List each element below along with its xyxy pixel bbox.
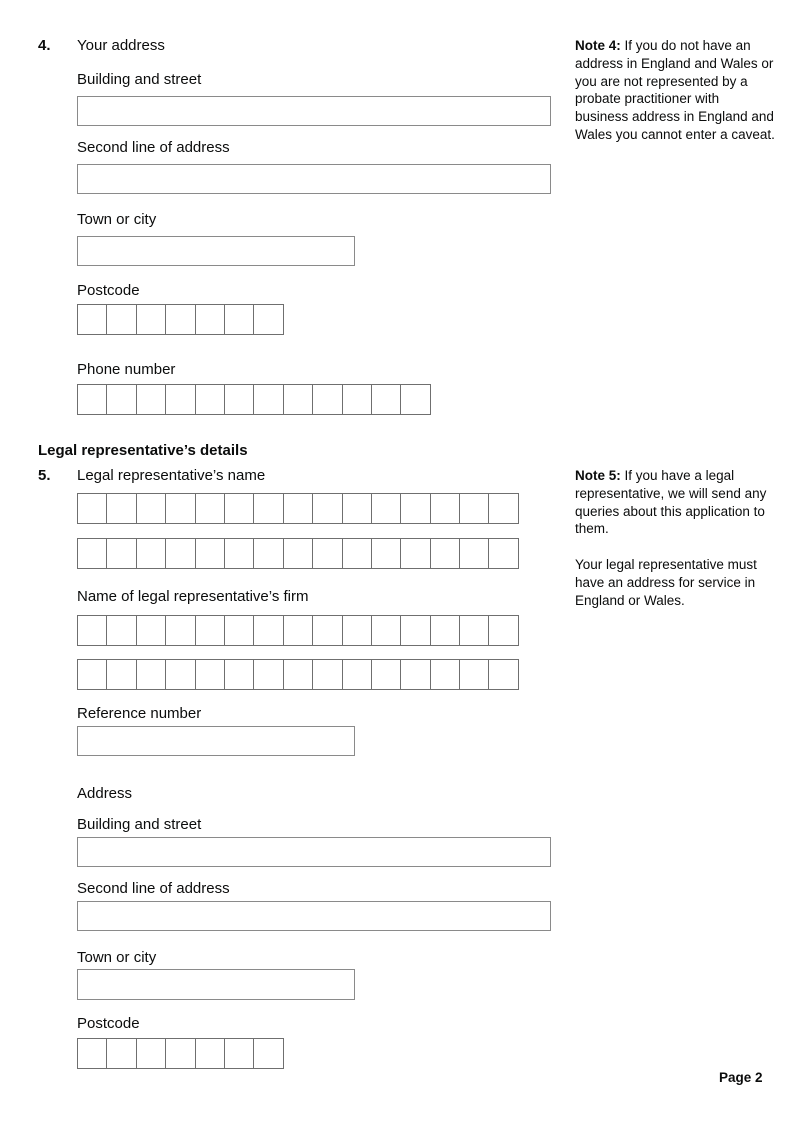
name-cell[interactable] xyxy=(106,538,136,569)
name-cell[interactable] xyxy=(342,538,372,569)
rep-postcode-boxes[interactable] xyxy=(77,1038,284,1069)
name-cell[interactable] xyxy=(488,538,518,569)
firm-cell[interactable] xyxy=(342,659,372,690)
name-cell[interactable] xyxy=(459,538,489,569)
postcode-cell[interactable] xyxy=(106,1038,136,1069)
firm-cell[interactable] xyxy=(253,615,283,646)
postcode-cell[interactable] xyxy=(224,1038,254,1069)
name-cell[interactable] xyxy=(488,493,518,524)
postcode-cell[interactable] xyxy=(195,1038,225,1069)
name-cell[interactable] xyxy=(224,493,254,524)
name-cell[interactable] xyxy=(459,493,489,524)
firm-cell[interactable] xyxy=(224,615,254,646)
firm-name-label: Name of legal representative’s firm xyxy=(77,588,309,605)
name-cell[interactable] xyxy=(224,538,254,569)
name-cell[interactable] xyxy=(283,493,313,524)
name-cell[interactable] xyxy=(253,493,283,524)
firm-cell[interactable] xyxy=(77,659,107,690)
note-4-title: Note 4: xyxy=(575,38,621,53)
reference-number-label: Reference number xyxy=(77,705,202,722)
phone-cell[interactable] xyxy=(224,384,254,415)
phone-cell[interactable] xyxy=(371,384,401,415)
legal-rep-name-boxes-row-1[interactable] xyxy=(77,493,519,524)
phone-cell[interactable] xyxy=(253,384,283,415)
name-cell[interactable] xyxy=(400,493,430,524)
postcode-cell[interactable] xyxy=(224,304,254,335)
note-5-text-1: If you have a legal representative, we will send any queries about this application to them. xyxy=(575,468,767,537)
firm-cell[interactable] xyxy=(400,615,430,646)
name-cell[interactable] xyxy=(165,538,195,569)
postcode-cell[interactable] xyxy=(77,304,107,335)
note-5 xyxy=(575,467,770,610)
second-line-label: Second line of address xyxy=(77,139,230,156)
firm-cell[interactable] xyxy=(283,615,313,646)
postcode-boxes[interactable] xyxy=(77,304,284,335)
name-cell[interactable] xyxy=(136,538,166,569)
phone-cell[interactable] xyxy=(342,384,372,415)
firm-cell[interactable] xyxy=(400,659,430,690)
rep-second-line-label: Second line of address xyxy=(77,880,230,897)
phone-number-label: Phone number xyxy=(77,361,176,378)
town-city-label: Town or city xyxy=(77,211,157,228)
name-cell[interactable] xyxy=(283,538,313,569)
legal-rep-name-label: Legal representative’s name xyxy=(77,467,266,484)
name-cell[interactable] xyxy=(136,493,166,524)
postcode-cell[interactable] xyxy=(253,1038,283,1069)
postcode-cell[interactable] xyxy=(253,304,283,335)
page-number: Page 2 xyxy=(719,1070,763,1085)
firm-cell[interactable] xyxy=(312,615,342,646)
phone-cell[interactable] xyxy=(195,384,225,415)
firm-cell[interactable] xyxy=(342,615,372,646)
question-number-5: 5. xyxy=(38,467,51,484)
name-cell[interactable] xyxy=(77,538,107,569)
phone-cell[interactable] xyxy=(77,384,107,415)
second-line-field[interactable] xyxy=(77,164,551,194)
name-cell[interactable] xyxy=(253,538,283,569)
name-cell[interactable] xyxy=(342,493,372,524)
phone-cell[interactable] xyxy=(400,384,430,415)
name-cell[interactable] xyxy=(371,493,401,524)
phone-cell[interactable] xyxy=(165,384,195,415)
firm-cell[interactable] xyxy=(430,615,460,646)
firm-cell[interactable] xyxy=(488,659,518,690)
firm-cell[interactable] xyxy=(195,659,225,690)
note-5-text-2: Your legal representative must have an address for service in England or Wales. xyxy=(575,557,757,608)
note-4-text: If you do not have an address in England and Wales or you are not represented by a probate practitioner with business address in England and Wales you cannot enter a caveat. xyxy=(575,38,775,142)
firm-cell[interactable] xyxy=(165,615,195,646)
firm-cell[interactable] xyxy=(224,659,254,690)
name-cell[interactable] xyxy=(77,493,107,524)
rep-building-street-label: Building and street xyxy=(77,816,202,833)
firm-name-boxes-row-1[interactable] xyxy=(77,615,519,646)
note-5-title: Note 5: xyxy=(575,468,621,483)
firm-cell[interactable] xyxy=(77,615,107,646)
legal-representative-section-heading: Legal representative’s details xyxy=(38,442,248,459)
question-number-4: 4. xyxy=(38,37,51,54)
phone-cell[interactable] xyxy=(312,384,342,415)
firm-cell[interactable] xyxy=(253,659,283,690)
rep-second-line-field[interactable] xyxy=(77,901,551,931)
firm-cell[interactable] xyxy=(136,615,166,646)
firm-cell[interactable] xyxy=(488,615,518,646)
phone-cell[interactable] xyxy=(283,384,313,415)
town-city-field[interactable] xyxy=(77,236,355,266)
legal-rep-name-boxes-row-2[interactable] xyxy=(77,538,519,569)
firm-cell[interactable] xyxy=(430,659,460,690)
postcode-cell[interactable] xyxy=(195,304,225,335)
note-4 xyxy=(575,37,775,144)
firm-cell[interactable] xyxy=(371,659,401,690)
building-street-label: Building and street xyxy=(77,71,202,88)
reference-number-field[interactable] xyxy=(77,726,355,756)
name-cell[interactable] xyxy=(195,538,225,569)
postcode-cell[interactable] xyxy=(136,1038,166,1069)
firm-cell[interactable] xyxy=(106,615,136,646)
firm-cell[interactable] xyxy=(136,659,166,690)
postcode-label: Postcode xyxy=(77,282,140,299)
firm-cell[interactable] xyxy=(195,615,225,646)
address-heading: Address xyxy=(77,785,133,802)
rep-postcode-label: Postcode xyxy=(77,1015,140,1032)
name-cell[interactable] xyxy=(195,493,225,524)
postcode-cell[interactable] xyxy=(106,304,136,335)
name-cell[interactable] xyxy=(106,493,136,524)
name-cell[interactable] xyxy=(165,493,195,524)
name-cell[interactable] xyxy=(430,538,460,569)
phone-number-boxes[interactable] xyxy=(77,384,431,415)
firm-cell[interactable] xyxy=(459,615,489,646)
postcode-cell[interactable] xyxy=(136,304,166,335)
firm-cell[interactable] xyxy=(283,659,313,690)
name-cell[interactable] xyxy=(312,538,342,569)
your-address-heading: Your address xyxy=(77,37,165,54)
firm-cell[interactable] xyxy=(312,659,342,690)
building-street-field[interactable] xyxy=(77,96,551,126)
firm-cell[interactable] xyxy=(106,659,136,690)
firm-cell[interactable] xyxy=(371,615,401,646)
firm-cell[interactable] xyxy=(165,659,195,690)
postcode-cell[interactable] xyxy=(165,1038,195,1069)
phone-cell[interactable] xyxy=(136,384,166,415)
rep-town-city-label: Town or city xyxy=(77,949,157,966)
firm-cell[interactable] xyxy=(459,659,489,690)
name-cell[interactable] xyxy=(371,538,401,569)
rep-town-city-field[interactable] xyxy=(77,969,355,1000)
rep-building-street-field[interactable] xyxy=(77,837,551,867)
name-cell[interactable] xyxy=(400,538,430,569)
postcode-cell[interactable] xyxy=(165,304,195,335)
phone-cell[interactable] xyxy=(106,384,136,415)
name-cell[interactable] xyxy=(430,493,460,524)
postcode-cell[interactable] xyxy=(77,1038,107,1069)
firm-name-boxes-row-2[interactable] xyxy=(77,659,519,690)
name-cell[interactable] xyxy=(312,493,342,524)
